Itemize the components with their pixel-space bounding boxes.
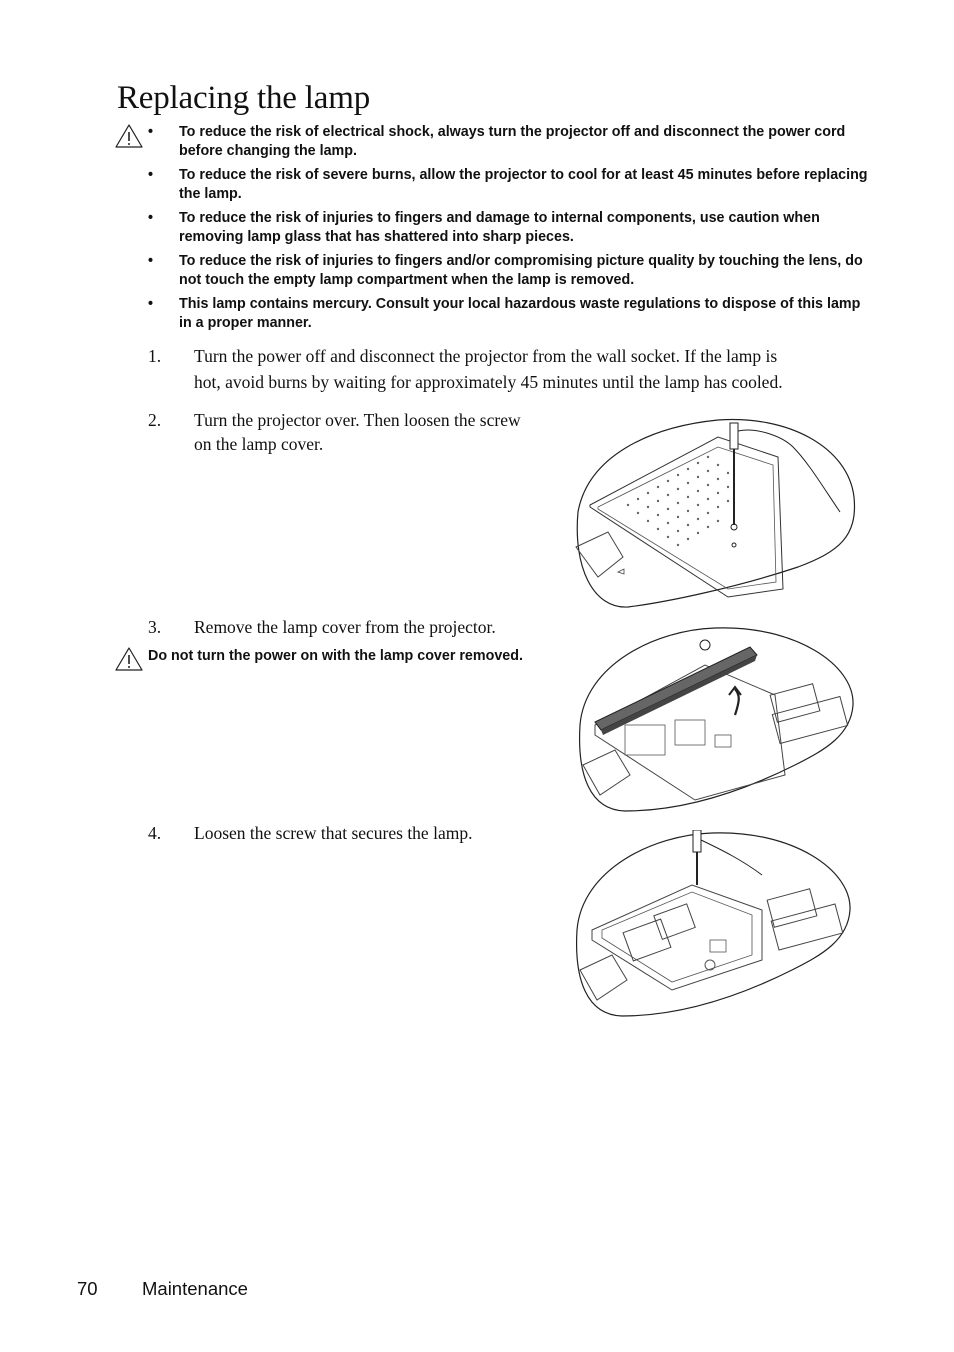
warning-item: • To reduce the risk of injuries to fingers and/or compromising picture quality by touching the lens, do not touch the empty lamp compartment when the lamp is removed. (148, 253, 863, 288)
step-2: 2. Turn the projector over. Then loosen the screw on the lamp cover. (148, 410, 521, 454)
step-4: 4. Loosen the screw that secures the lamp. (148, 823, 473, 843)
caution-icon (114, 646, 144, 672)
warning-list (148, 123, 868, 338)
caution-note: Do not turn the power on with the lamp cover removed. (148, 648, 523, 664)
illustration-loosen-lamp-screw (572, 830, 854, 1020)
warning-item: • To reduce the risk of injuries to fingers and damage to internal components, use caution when removing lamp glass that has shattered into sharp pieces. (148, 210, 820, 245)
illustration-loosen-cover-screw (568, 417, 856, 609)
page-number: 70 (77, 1278, 98, 1299)
step-3: 3. Remove the lamp cover from the projector. (148, 617, 496, 637)
caution-icon (114, 123, 144, 149)
step-1: 1. Turn the power off and disconnect the projector from the wall socket. If the lamp is hot, avoid burns by waiting for approximately 45 minutes until the lamp has cooled. (148, 346, 783, 392)
warning-item: • This lamp contains mercury. Consult your local hazardous waste regulations to dispose of this lamp in a proper manner. (148, 296, 861, 331)
warning-item: • To reduce the risk of electrical shock, always turn the projector off and disconnect the power cord before changing the lamp. (148, 124, 846, 159)
illustration-remove-lamp-cover (575, 625, 857, 815)
warning-item: • To reduce the risk of severe burns, allow the projector to cool for at least 45 minutes before replacing the lamp. (148, 167, 868, 202)
section-name: Maintenance (142, 1278, 248, 1299)
page-title: Replacing the lamp (117, 80, 370, 116)
